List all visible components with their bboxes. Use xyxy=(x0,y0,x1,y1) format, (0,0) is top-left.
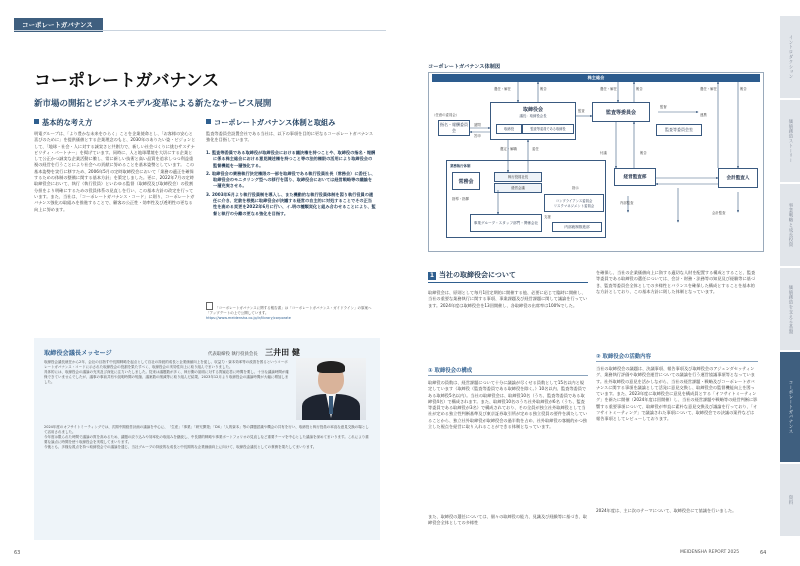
side-tab-rail xyxy=(780,16,800,536)
board-p6: 2024年度は、主に次のテーマについて、取締役会にて協議を行いました。 xyxy=(596,508,737,513)
basic-heading: 基本的な考え方 xyxy=(34,118,92,128)
message-paragraph: 2024年度のオフサイトミーティングでは、次期中期経営計画の議論を中心に、「生産」「事業」「研究開発」「DX」「人的資本」等の課題認識や機会の共有を行い、取締役と執行役員の率直な意見交換の場として活用されました。 xyxy=(44,425,369,434)
board-p3: また、取締役の選任については、個々の取締役の能力、見識及び経験等に基づき、取締役会全体としての多様性 xyxy=(428,514,587,526)
business-execution-label: 業務執行体制 xyxy=(450,164,471,168)
compliance-committee: コンプライアンス委員会 リスクマネジメント委員会 xyxy=(544,194,604,212)
message-paragraph: 具体的には、取締役会の議論の充実及び深化に注力いたしました。従来は議題数が多く、執行側の説明に対する質疑応答に時間を要し、十分な議論時間が確保できていませんでしたが、議事の事前共有や説明時間の短縮、議案数の削減等に取り組んだ結果、2023年12月より取締役会の議論時間が大幅に増加しました。 xyxy=(44,370,289,384)
report-note: 「コーポレートガバナンスに関する報告書」は「コーポレートガバナンス・ガイドライン」の原案へ「アップデートの上で公開しています。 https://www.meidensha.co.jp/ir/library/corporate xyxy=(206,302,376,321)
message-body-lower xyxy=(44,425,370,535)
diagram-connectors xyxy=(428,72,764,252)
audit-committee: 監査等委員会 xyxy=(592,102,650,122)
system-bullet: 2. 取締役会の業務執行決定権限の一部を取締役である執行役員社長（常務会）に委任し、取締役会のモニタリング型への移行を図り、取締役会においては経営戦略等の議論を一層充実させる。 xyxy=(206,170,376,189)
audit-committee-office: 監査等委員会室 xyxy=(656,124,702,136)
message-paragraph: 今年度は限られた時間で議論の質を高めるため、議題の絞り込みや効率化の取組みを継続し、中長期的戦略や事業ポートフォリオの見直しなど重要テーマを中心とした議論を深めてまいります。これにより重要な論点に時間を使う取締役会を実現してまいります。 xyxy=(44,435,369,444)
shareholders-meeting: 株主総会 xyxy=(432,74,760,82)
page-subtitle: 新市場の開拓とビジネスモデル変革による新たなサービス展開 xyxy=(34,99,272,109)
label-audit: 監査 xyxy=(578,109,585,113)
section-badge: コーポレートガバナンス xyxy=(14,18,103,32)
label-report: 報告 xyxy=(640,151,647,155)
nomination-committee: 指名・報酬委員会 xyxy=(438,120,470,136)
system-bullet: 1. 監査等委員である取締役が取締役会における議決権を持つことや、取締役の指名・報酬に係る株主総会における意見陳述権を持つこと等の法的権限の活用により取締役会の監督機能を一層強化する。 xyxy=(206,150,376,168)
page-title: コーポレートガバナンス xyxy=(34,71,220,91)
page-number-right: 64 xyxy=(760,550,767,556)
side-tab-foundation[interactable]: 価値創造を支える基盤 xyxy=(780,268,800,350)
system-bullet: 3. 2003年6月より執行役員制を導入し、また機動的な執行役員体制を図り執行役員の適任に介き、定款を根拠に取締役会が決議する経営の自主的に対処することでその正当性を高める変更を2022年6月に行い、イ.明の種類変化と組み合わせることにより、監督と執行の分離の更なる強化を目指す。 xyxy=(206,191,376,216)
header-rule xyxy=(14,30,386,31)
board-section-heading: 1 当社の取締役会について xyxy=(429,271,516,279)
board-of-directors: 取締役会 議長：取締役会長 xyxy=(490,102,576,140)
board-inner-directors: 取締役 xyxy=(496,124,522,134)
system-heading: コーポレートガバナンス体制と取組み xyxy=(206,118,335,128)
message-paragraph: 取締役会議長就任から2年、会社の目指す中長期戦略を起点として自社の持続的成長と企業価値向上を促し、収益力・資本効率等の改善を図るというコーポレートガバナンス・コードに示された取締役会の役割を果たすべく、取締役会の実効性向上に取り組んでまいりました。 xyxy=(44,360,288,369)
message-title: 取締役会議長メッセージ xyxy=(44,350,112,357)
accounting-auditor: 会計監査人 xyxy=(718,168,758,188)
system-intro: 監査等委員会設置会社である当社は、以下の事項を目的に更なるコーポレートガバナンス強化を目指しています。 xyxy=(206,131,374,143)
label-report: 報告 xyxy=(740,87,747,91)
board-composition-heading: ① 取締役会の構成 xyxy=(428,368,473,374)
footer-brand: MEIDENSHA REPORT 2025 xyxy=(680,550,740,555)
system-bullets xyxy=(206,150,376,300)
side-tab-intro[interactable]: イントロダクション xyxy=(780,16,800,98)
page-number-left: 63 xyxy=(14,550,21,556)
board-inner-audit-directors: 監査等委員である取締役 xyxy=(522,124,574,134)
label-instruction: 指示 xyxy=(572,186,579,190)
audit-department: 経営監査部 xyxy=(614,168,656,186)
board-p1: 取締役会は、原則として毎月1回定期的に開催する他、必要に応じて臨時に開催し、当社の重要な業務執行に関する事項、事業課題及び経営課題に関して議論を行っています。2024年度は取締役会を13回開催し、各取締役の出席率は100%でした。 xyxy=(428,290,588,308)
label-advise: 答申 xyxy=(474,134,481,138)
message-body xyxy=(44,360,290,424)
managing-board: 常務会 xyxy=(452,172,480,190)
message-paragraph: 今後とも、多様な視点を持つ取締役会での議論を通じ、当社グループの持続的な成長と中長期的な企業価値向上に向けて、取締役会議長としての責務を果たしてまいります。 xyxy=(44,445,317,449)
president: 執行役員社長 xyxy=(494,172,542,182)
label-supervise: 監督 xyxy=(660,105,667,109)
label-elect: 選任・解任 xyxy=(494,87,511,91)
side-tab-governance[interactable]: コーポレートガバナンス xyxy=(780,352,800,462)
label-report: 報告 xyxy=(540,87,547,91)
label-elect: 選任・解任 xyxy=(700,87,717,91)
board-p4: を確保し、当社の企業価値向上に資する適切な人財を配置する構成とすること、監査等委員である取締役の選任については、会計・財務・法務等の知見及び経験等に基づき、監査等委員会全体としての多様性とバランスを確保した構成とすることを基本的な方針としており、この基本方針に則した体制となっています。 xyxy=(596,270,756,294)
internal-control-dept: 内部統制推進部 xyxy=(552,222,602,232)
label-elect: 選任・解任 xyxy=(600,87,617,91)
activity-rule xyxy=(596,361,758,362)
label-decide: 選定・解職 xyxy=(500,147,517,151)
business-units: 事業グループ・スタッフ部門・関係会社 xyxy=(470,214,542,232)
side-tab-data[interactable]: 資料 xyxy=(780,464,800,536)
label-delegate: 委任 xyxy=(532,147,539,151)
composition-rule xyxy=(428,375,588,376)
basic-text: 明電グループは、「より豊かな未来をひらく」ことを企業使命とし、「お客様の安心と喜びのために」を提供価値とする企業理念のもと、2030年のありたい姿・ビジョンとして、「地球・社会・人に対する誠実さと共創力で、新しい社会づくりに挑むサステナビリティ・パートナー」を掲げています。同時に、人と地球環境を大切にする企業として公正かつ誠実な企業活動に徹し、常に新しい技術と高い品質を追求しつつ利益重視の経営を行うことにより社会への貢献に努めることを基本姿勢としています。 この基本姿勢を実行に移すため、2006年5月の定時取締役会において「業務の適正を確保するための体制の整備に関する基本方針」を策定しました。更に、2022年7月の定時取締役会において、執行（執行役員）といわゆる監督（取締役及び取締役会）の役割分担をより明確にするための役員体系の見直しを行い、この基本方針の改定を行っています。また、当社は、「コーポレートガバナンス・コード」に則り、コーポレートガバナンス強化の取組みを推進することで、顧客の公正性・効率性及び透明性の更なる向上に努めます。 xyxy=(34,131,196,212)
label-report: 報告 xyxy=(636,87,643,91)
label-consult: 諮問 xyxy=(474,123,481,127)
label-support: 支援 xyxy=(544,215,551,219)
message-signature: 代表取締役 執行役員会長 三井田 健 xyxy=(208,348,300,357)
label-accounting-audit: 会計監査 xyxy=(712,211,726,215)
label-internal-audit: 内部監査 xyxy=(620,201,634,205)
board-activity-heading: ② 取締役会の活動内容 xyxy=(596,354,651,360)
chairman-photo xyxy=(296,358,366,420)
board-heading-rule xyxy=(428,282,588,283)
document-icon xyxy=(206,302,213,310)
board-p2: 取締役の員数は、経営課題について十分に議論が尽くせる員数として15名以内と規定しています（取締役（監査等委員である取締役を除く。）10名以内、監査等委員である取締役5名以内）。当社の取締役会は、取締役10名（うち、監査等委員である取締役4名）で構成されます。また、取締役10名のうち社外取締役が6名（うち、監査等委員である取締役が3名）で構成されており、その全員が独立社外取締役として当社が定める独立性判断基準及び東京証券取引所が定める独立役員の要件を満たしていることから、独立社外取締役が取締役会の過半数を占め、社外取締役の客観的かつ独立した視点を経営に取り入れることができる体制となっています。 xyxy=(428,380,588,430)
optional-committee-label: （任意の委員会） xyxy=(432,113,460,117)
note-link[interactable]: https://www.meidensha.co.jp/ir/library/corporate xyxy=(206,316,291,320)
executive-committee: 経営会議 xyxy=(494,183,542,193)
diagram-title: コーポレートガバナンス体制図 xyxy=(428,64,501,70)
chairman-name: 三井田 健 xyxy=(265,348,300,357)
label-cooperation: 連携 xyxy=(700,113,707,117)
board-p5: 当社の取締役会の議題は、決議事項、報告事項及び取締役会のアジェンダセッティング、業務執行評価や取締役会運営についての議論を行う運営協議事項等となっています。社外取締役の意見を活かしながら、当社の経営課題・戦略及びコーポレートガバナンスに関する事項を議論として活発に意見交換し、取締役会の監督機能向上を図っています。また、2023年度に取締役会に意見を構成員とする「オフサイトミーティング」を新たに開催（2024年度は回開催）し、当社の経営課題や戦略等の経営判断に影響する重要事項について、取締役が率直に素朴な意見交換及び議論を行っており、「オフサイトミーティング」で議論された事項について、取締役会での決議の案件などは報告事項としてレビューしております。 xyxy=(596,366,758,422)
label-direction: 指導・指揮 xyxy=(452,197,469,201)
side-tab-strategy[interactable]: 事業戦略と成長投資 xyxy=(780,184,800,266)
label-agenda: 付議 xyxy=(600,151,607,155)
side-tab-value-story[interactable]: 価値創造ストーリー xyxy=(780,100,800,182)
